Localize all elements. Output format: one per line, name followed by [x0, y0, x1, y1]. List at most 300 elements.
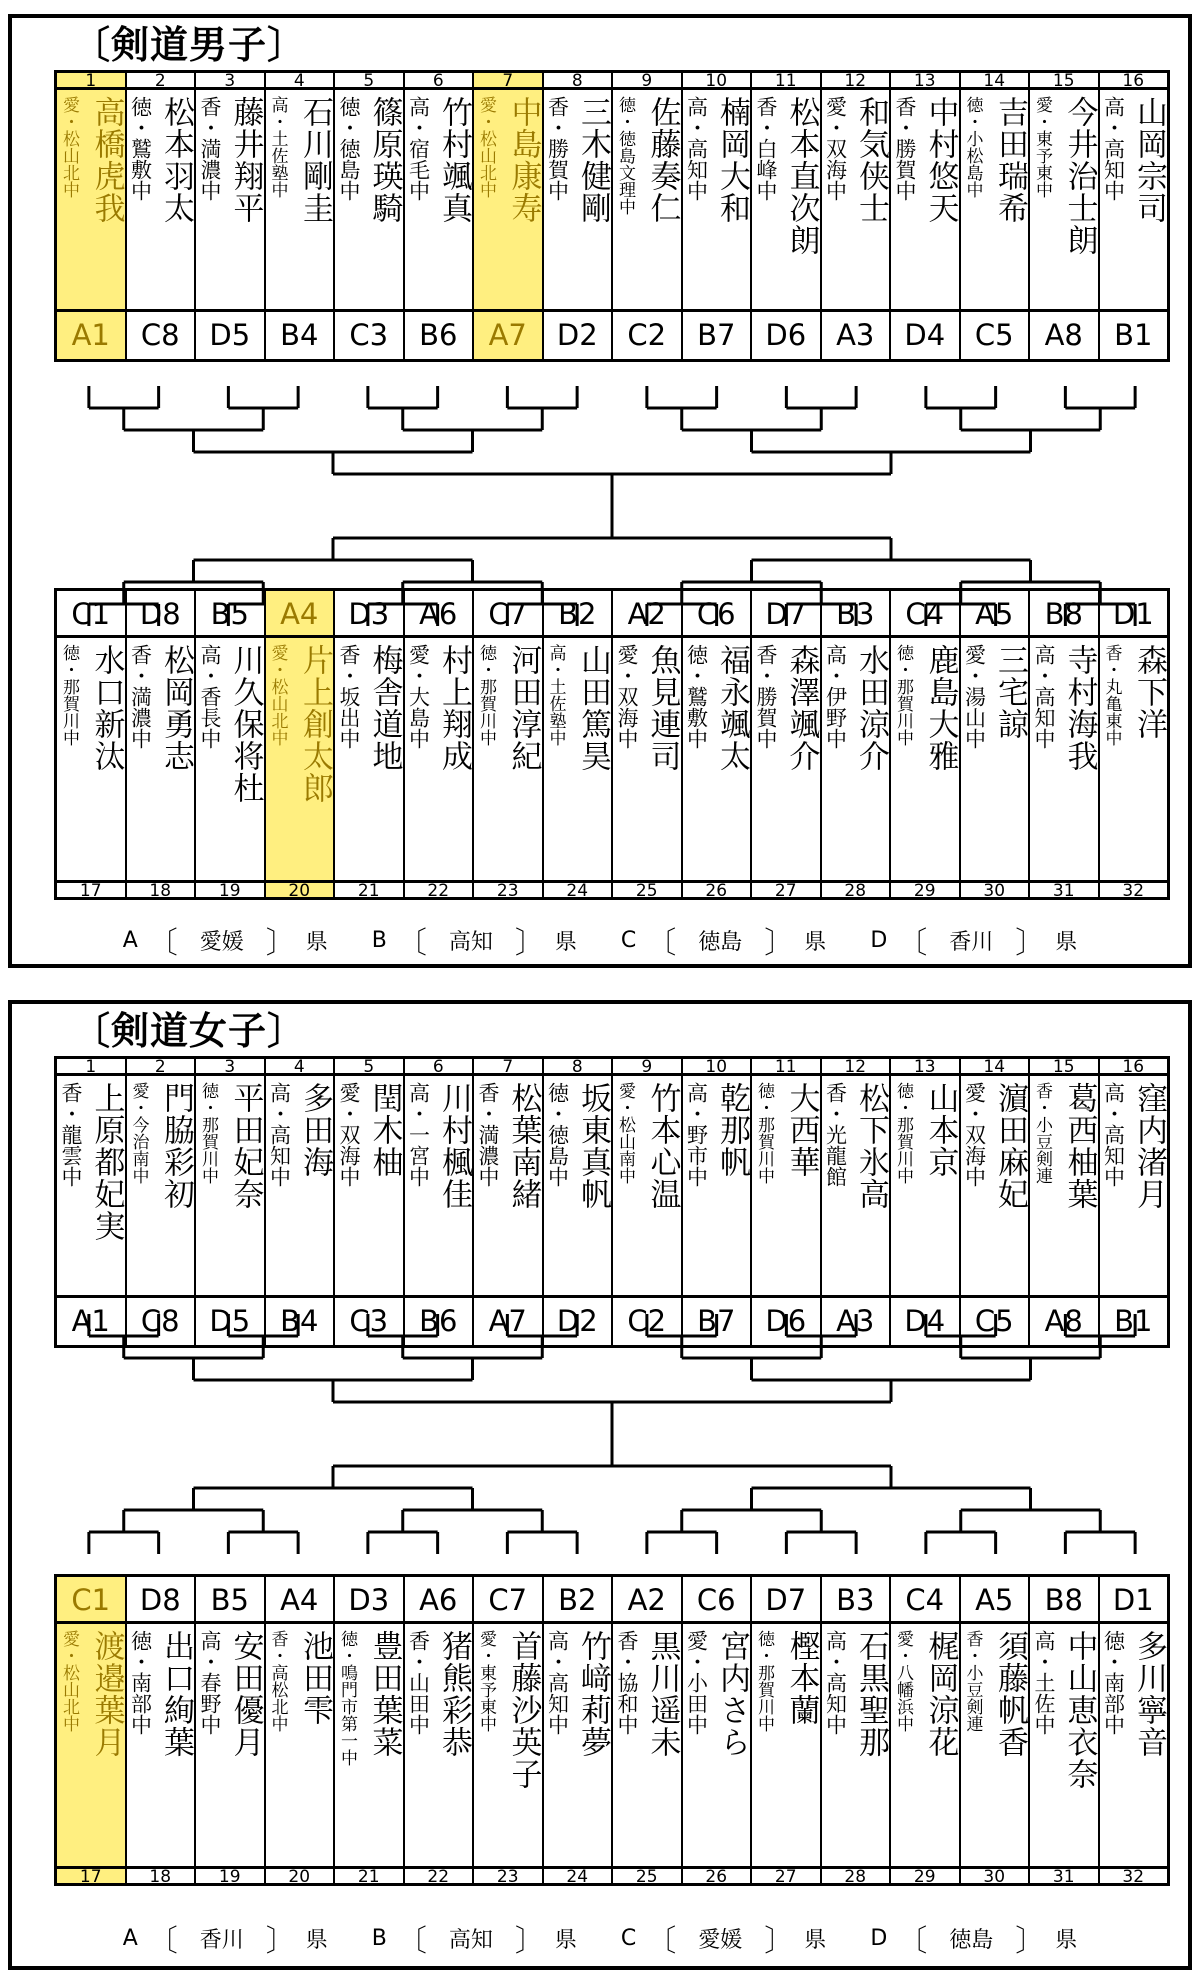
entry-number: 17: [79, 883, 102, 897]
legend-suffix: 県: [305, 929, 328, 955]
competitor-cell: [194, 1624, 264, 1866]
legend-suffix: 県: [305, 1927, 328, 1953]
competitor-name: 閏木柚: [366, 1082, 403, 1178]
competitor-cell: [333, 90, 403, 309]
competitor-cell: [125, 1076, 195, 1295]
seed-code: D6: [750, 312, 820, 359]
seed-code: B6: [403, 312, 473, 359]
competitor-name: 乾那帆: [714, 1082, 750, 1178]
entry-number: 32: [1098, 1869, 1168, 1883]
school-label: 愛・松山南中: [615, 1082, 635, 1184]
competitor-name: 篠原瑛騎: [366, 96, 403, 224]
legend-key: B: [371, 1925, 387, 1951]
legend-suffix: 県: [1055, 1927, 1078, 1953]
entry-number: 6: [403, 73, 473, 87]
entry-number: 25: [611, 1869, 681, 1883]
competitor-name: 佐藤奏仁: [644, 96, 681, 224]
competitor-cell: [681, 1076, 751, 1295]
school-label: 徳・小松島中: [962, 96, 983, 198]
entry-number: 3: [194, 73, 264, 87]
legend-key: D: [870, 927, 888, 953]
school-label: 徳・徳島文理中: [615, 96, 635, 215]
num-row: [54, 1866, 1170, 1886]
legend-suffix: 県: [554, 929, 577, 955]
school-label: 高・高知中: [1101, 1082, 1126, 1187]
entry-number: 8: [542, 1059, 612, 1073]
seed-code: B2: [542, 1577, 612, 1621]
seed-code: A7: [472, 312, 542, 359]
school-label: 徳・那賀川中: [59, 644, 79, 746]
entry-number: 10: [681, 1059, 751, 1073]
seed-code: D1: [1098, 591, 1168, 635]
entry-number: 7: [472, 73, 542, 87]
entry-number: 30: [959, 1869, 1029, 1883]
competitor-cell: [820, 638, 890, 880]
competitor-cell: [611, 90, 681, 309]
entry-number: 4: [264, 1059, 334, 1073]
school-label: 高・一宮中: [406, 1082, 431, 1187]
seed-code: D2: [542, 1298, 612, 1345]
entry-number: 21: [333, 1869, 403, 1883]
seed-code: C8: [125, 1298, 195, 1345]
school-label: 高・高知中: [1032, 644, 1056, 749]
seed-code: A2: [611, 591, 681, 635]
school-label: 高・高知中: [823, 1630, 848, 1735]
school-label: 愛・東予東中: [1032, 96, 1052, 198]
seed-code: B1: [1098, 312, 1168, 359]
school-label: 徳・鳴門市第一中: [337, 1630, 357, 1766]
school-label: 高・伊野中: [823, 644, 848, 749]
legend-key: A: [122, 927, 138, 953]
competitor-cell: [57, 638, 125, 880]
competitor-cell: [750, 1076, 820, 1295]
competitor-name: 中山恵衣奈: [1061, 1630, 1098, 1790]
competitor-name: 松葉南緒: [505, 1082, 542, 1210]
seed-code: C2: [611, 1298, 681, 1345]
entry-number: 15: [1028, 1059, 1098, 1073]
school-label: 愛・松山北中: [267, 644, 288, 746]
competitor-cell: [889, 1076, 959, 1295]
bracket-close: 〕: [514, 1924, 545, 1959]
bracket-close: 〕: [764, 926, 795, 961]
entry-number: 24: [542, 1869, 612, 1883]
competitor-cell: [542, 1076, 612, 1295]
competitor-cell: [750, 638, 820, 880]
legend-prefecture: 高知: [448, 929, 493, 955]
bracket-open: 〔: [646, 926, 677, 961]
bracket-open: 〔: [147, 926, 178, 961]
competitor-name: 松本直次朗: [783, 96, 820, 256]
seed-code: D4: [889, 1298, 959, 1345]
entry-number: 13: [889, 1059, 959, 1073]
entry-number: 9: [611, 73, 681, 87]
legend-item: [123, 1916, 328, 1960]
entry-number: 7: [472, 1059, 542, 1073]
competitor-name: 安田優月: [227, 1630, 264, 1758]
legend-key: B: [371, 927, 387, 953]
competitor-name: 藤井翔平: [227, 96, 264, 224]
entry-number: 26: [681, 883, 751, 897]
competitor-name: 葛西柚葉: [1061, 1082, 1098, 1210]
bracket-open: 〔: [897, 1924, 928, 1959]
name-row: [54, 638, 1170, 880]
men-legend: [12, 918, 1188, 962]
school-label: 香・勝賀中: [893, 96, 917, 201]
seed-code: A3: [820, 312, 890, 359]
school-label: 愛・双海中: [337, 1082, 361, 1187]
competitor-cell: [264, 1076, 334, 1295]
school-label: 香・小豆剣連: [1032, 1082, 1052, 1184]
competitor-cell: [472, 638, 542, 880]
bracket-close: 〕: [265, 926, 296, 961]
legend-item: [123, 918, 328, 962]
competitor-cell: [333, 1076, 403, 1295]
competitor-name: 濵田麻妃: [992, 1082, 1028, 1210]
competitor-cell: [264, 1624, 334, 1866]
competitor-name: 高橋虎我: [88, 96, 125, 224]
entry-number: 17: [57, 1869, 125, 1883]
entry-number: 25: [611, 883, 681, 897]
competitor-name: 山本京: [922, 1082, 959, 1178]
entry-number: 30: [959, 883, 1029, 897]
seed-code: B7: [681, 312, 751, 359]
bracket-open: 〔: [396, 1924, 427, 1959]
seed-code: C4: [889, 1577, 959, 1621]
competitor-name: 宮内さら: [714, 1630, 750, 1758]
bracket-close: 〕: [514, 926, 545, 961]
school-label: 高・土佐塾中: [545, 644, 566, 746]
competitor-cell: [1098, 1076, 1168, 1295]
entry-number: 27: [750, 883, 820, 897]
entry-number: 28: [820, 1869, 890, 1883]
men-top-block: [54, 70, 1170, 362]
seed-row: [54, 312, 1170, 362]
competitor-name: 上原都妃実: [88, 1082, 125, 1242]
competitor-name: 寺村海我: [1061, 644, 1098, 772]
seed-code: D7: [750, 591, 820, 635]
competitor-cell: [194, 90, 264, 309]
competitor-cell: [333, 638, 403, 880]
seed-code: A3: [820, 1298, 890, 1345]
bracket-close: 〕: [1015, 1924, 1046, 1959]
competitor-name: 多川寧音: [1131, 1630, 1167, 1758]
entry-number: 16: [1098, 1059, 1168, 1073]
entry-number: 15: [1028, 73, 1098, 87]
competitor-name: 中島康寿: [505, 96, 542, 224]
bracket-open: 〔: [897, 926, 928, 961]
school-label: 香・山田中: [406, 1630, 431, 1735]
competitor-cell: [472, 1076, 542, 1295]
school-label: 香・勝賀中: [754, 644, 778, 749]
seed-code: D8: [125, 1577, 195, 1621]
school-label: 香・小豆剣連: [962, 1630, 983, 1732]
competitor-name: 水田涼介: [853, 644, 889, 772]
seed-code: C1: [71, 597, 111, 631]
school-label: 香・龍雲中: [59, 1082, 83, 1187]
competitor-cell: [1098, 638, 1168, 880]
seed-code: A4: [264, 1577, 334, 1621]
legend-suffix: 県: [804, 1927, 827, 1953]
entry-number: 11: [750, 73, 820, 87]
competitor-cell: [820, 1624, 890, 1866]
school-label: 愛・松山北中: [59, 96, 79, 198]
seed-code: B1: [1098, 1298, 1168, 1345]
entry-number: 10: [681, 73, 751, 87]
entry-number: 21: [333, 883, 403, 897]
num-row: [54, 880, 1170, 900]
seed-code: C3: [333, 1298, 403, 1345]
school-label: 香・満濃中: [198, 96, 222, 201]
bracket-open: 〔: [646, 1924, 677, 1959]
seed-code: D5: [194, 1298, 264, 1345]
legend-item: [870, 918, 1077, 962]
school-label: 高・香長中: [198, 644, 222, 749]
school-label: 徳・那賀川中: [754, 1630, 774, 1732]
seed-code: C3: [333, 312, 403, 359]
competitor-name: 三木健剛: [575, 96, 611, 224]
competitor-cell: [403, 90, 473, 309]
competitor-name: 中村悠天: [922, 96, 959, 224]
competitor-name: 河田淳紀: [505, 644, 542, 772]
legend-item: [372, 918, 577, 962]
school-label: 香・協和中: [615, 1630, 639, 1735]
num-row: [54, 70, 1170, 90]
seed-code: B6: [403, 1298, 473, 1345]
entry-number: 27: [750, 1869, 820, 1883]
seed-code: A6: [403, 1577, 473, 1621]
competitor-cell: [959, 1076, 1029, 1295]
competitor-cell: [889, 638, 959, 880]
seed-code: B5: [194, 591, 264, 635]
school-label: 徳・徳島中: [337, 96, 361, 201]
school-label: 愛・松山北中: [59, 1630, 79, 1732]
competitor-cell: [750, 90, 820, 309]
entry-number: 19: [194, 1869, 264, 1883]
women-title: 〔剣道女子〕: [72, 1009, 307, 1053]
legend-suffix: 県: [554, 1927, 577, 1953]
competitor-cell: [542, 90, 612, 309]
competitor-cell: [1028, 90, 1098, 309]
competitor-name: 今井治士朗: [1061, 96, 1098, 256]
legend-key: C: [620, 927, 637, 953]
competitor-name: 竹﨑莉夢: [575, 1630, 611, 1758]
school-label: 高・宿毛中: [406, 96, 431, 201]
entry-number: 5: [333, 1059, 403, 1073]
women-bracket-lines: [54, 1314, 1170, 1554]
legend-suffix: 県: [1055, 929, 1078, 955]
seed-code: A5: [959, 1577, 1029, 1621]
competitor-cell: [750, 1624, 820, 1866]
competitor-cell: [681, 1624, 751, 1866]
seed-code: D7: [750, 1577, 820, 1621]
school-label: 愛・今治南中: [128, 1082, 149, 1184]
school-label: 愛・小田中: [684, 1630, 709, 1735]
school-label: 愛・双海中: [823, 96, 848, 201]
legend-item: [372, 1916, 577, 1960]
entry-number: 28: [820, 883, 890, 897]
competitor-cell: [403, 1624, 473, 1866]
school-label: 徳・南部中: [1101, 1630, 1126, 1735]
legend-item: [621, 1916, 826, 1960]
entry-number: 18: [125, 1869, 195, 1883]
seed-code: B8: [1028, 591, 1098, 635]
school-label: 愛・双海中: [615, 644, 639, 749]
entry-number: 8: [542, 73, 612, 87]
competitor-name: 須藤帆香: [992, 1630, 1028, 1758]
seed-code: C2: [611, 312, 681, 359]
seed-code: C1: [57, 1577, 125, 1621]
competitor-cell: [611, 1624, 681, 1866]
school-label: 香・光龍館: [823, 1082, 848, 1187]
competitor-name: 竹本心温: [644, 1082, 681, 1210]
competitor-cell: [1028, 1624, 1098, 1866]
entry-number: 2: [125, 1059, 195, 1073]
women-legend: [12, 1916, 1188, 1960]
seed-code: D1: [1098, 1577, 1168, 1621]
competitor-name: 福永颯太: [714, 644, 750, 772]
legend-key: D: [870, 1925, 888, 1951]
entry-number: 6: [403, 1059, 473, 1073]
entry-number: 3: [194, 1059, 264, 1073]
competitor-name: 森澤颯介: [783, 644, 820, 772]
bracket-close: 〕: [1015, 926, 1046, 961]
entry-number: 5: [333, 73, 403, 87]
legend-item: [621, 918, 826, 962]
competitor-name: 梶岡涼花: [922, 1630, 959, 1758]
competitor-name: 鹿島大雅: [922, 644, 959, 772]
seed-code: D2: [542, 312, 612, 359]
entry-number: 18: [125, 883, 195, 897]
legend-key: C: [620, 1925, 637, 1951]
school-label: 香・高松北中: [267, 1630, 288, 1732]
competitor-cell: [889, 90, 959, 309]
competitor-name: 和気侠士: [853, 96, 889, 224]
entry-number: 1: [57, 73, 125, 87]
competitor-name: 出口絢葉: [158, 1630, 194, 1758]
entry-number: 13: [889, 73, 959, 87]
school-label: 徳・那賀川中: [476, 644, 496, 746]
entry-number: 23: [472, 1869, 542, 1883]
competitor-cell: [959, 1624, 1029, 1866]
school-label: 徳・那賀川中: [893, 644, 913, 746]
competitor-name: 黒川遥未: [644, 1630, 681, 1758]
seed-code: D5: [194, 312, 264, 359]
school-label: 徳・那賀川中: [754, 1082, 774, 1184]
competitor-cell: [1098, 90, 1168, 309]
seed-code: D3: [333, 1577, 403, 1621]
competitor-name: 梅舎道地: [366, 644, 403, 772]
school-label: 徳・那賀川中: [893, 1082, 913, 1184]
legend-prefecture: 高知: [448, 1927, 493, 1953]
competitor-cell: [542, 638, 612, 880]
seed-code: C8: [125, 312, 195, 359]
competitor-cell: [403, 1076, 473, 1295]
competitor-name: 川村楓佳: [436, 1082, 472, 1210]
men-panel: [8, 14, 1192, 968]
competitor-cell: [333, 1624, 403, 1866]
legend-prefecture: 愛媛: [698, 1927, 743, 1953]
entry-number: 32: [1098, 883, 1168, 897]
entry-number: 23: [472, 883, 542, 897]
entry-number: 26: [681, 1869, 751, 1883]
entry-number: 12: [820, 73, 890, 87]
competitor-cell: [611, 638, 681, 880]
competitor-name: 多田海: [297, 1082, 333, 1178]
men-bottom-block: [54, 588, 1170, 900]
seed-code: B3: [820, 591, 890, 635]
seed-row: [54, 1574, 1170, 1624]
entry-number: 16: [1098, 73, 1168, 87]
school-label: 徳・鷲敷中: [684, 644, 709, 749]
competitor-name: 門脇彩初: [158, 1082, 194, 1210]
competitor-name: 村上翔成: [436, 644, 472, 772]
school-label: 高・高知中: [1101, 96, 1126, 201]
school-label: 徳・南部中: [128, 1630, 153, 1735]
school-label: 高・高知中: [684, 96, 709, 201]
competitor-cell: [264, 638, 334, 880]
competitor-cell: [1028, 638, 1098, 880]
competitor-cell: [542, 1624, 612, 1866]
competitor-name: 片上創太郎: [297, 644, 333, 804]
competitor-name: 猪熊彩恭: [436, 1630, 472, 1758]
competitor-cell: [681, 638, 751, 880]
seed-code: D4: [889, 312, 959, 359]
entry-number: 12: [820, 1059, 890, 1073]
competitor-name: 窪内渚月: [1131, 1082, 1167, 1210]
competitor-name: 石黒聖那: [853, 1630, 889, 1758]
seed-code: A4: [264, 591, 334, 635]
competitor-cell: [820, 1076, 890, 1295]
competitor-cell: [194, 1076, 264, 1295]
num-row: [54, 1056, 1170, 1076]
name-row: [54, 1076, 1170, 1298]
school-label: 愛・松山北中: [476, 96, 496, 198]
legend-key: A: [122, 1925, 138, 1951]
entry-number: 20: [264, 1869, 334, 1883]
competitor-name: 石川剛圭: [297, 96, 333, 224]
entry-number: 1: [85, 1059, 97, 1073]
seed-code: B5: [194, 1577, 264, 1621]
school-label: 徳・那賀川中: [198, 1082, 218, 1184]
competitor-cell: [403, 638, 473, 880]
school-label: 高・野市中: [684, 1082, 709, 1187]
name-row: [54, 1624, 1170, 1866]
legend-item: [870, 1916, 1077, 1960]
school-label: 高・土佐中: [1032, 1630, 1056, 1735]
school-label: 香・勝賀中: [545, 96, 570, 201]
school-label: 愛・八幡浜中: [893, 1630, 913, 1732]
competitor-cell: [57, 1624, 125, 1866]
seed-code: A8: [1028, 312, 1098, 359]
competitor-name: 松下氷高: [853, 1082, 889, 1210]
competitor-cell: [1098, 1624, 1168, 1866]
competitor-cell: [472, 1624, 542, 1866]
women-top-block: [54, 1056, 1170, 1348]
competitor-name: 平田妃奈: [227, 1082, 264, 1210]
women-panel: [8, 1000, 1192, 1970]
competitor-name: 樫本蘭: [783, 1630, 820, 1726]
competitor-name: 首藤沙英子: [505, 1630, 542, 1790]
name-row: [54, 90, 1170, 312]
competitor-name: 竹村颯真: [436, 96, 472, 224]
seed-code: B2: [542, 591, 612, 635]
entry-number: 22: [403, 883, 473, 897]
women-bottom-block: [54, 1574, 1170, 1886]
entry-number: 19: [194, 883, 264, 897]
bracket-close: 〕: [764, 1924, 795, 1959]
seed-code: C6: [681, 591, 751, 635]
school-label: 愛・湯山中: [962, 644, 987, 749]
